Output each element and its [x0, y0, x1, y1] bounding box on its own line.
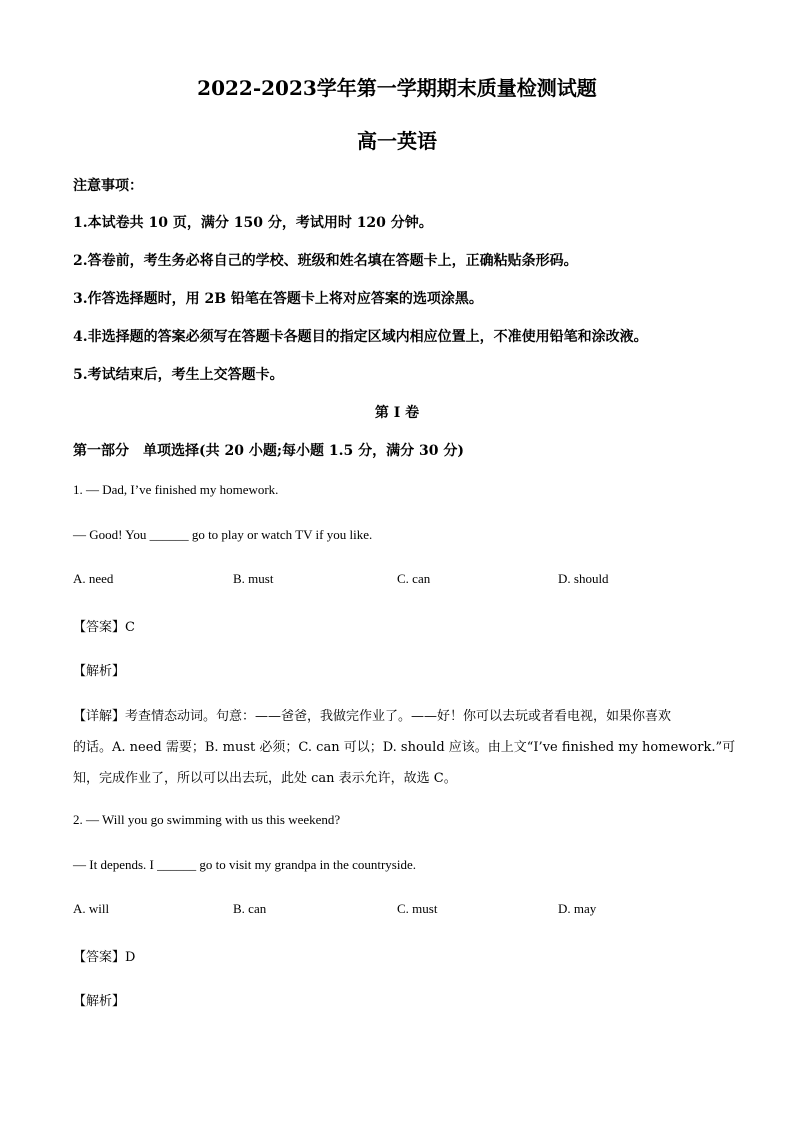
question-1-answer — [73, 616, 135, 635]
question-1-detail-line: 知，完成作业了，所以可以出去玩，此处 can 表示允许，故选 C。 — [73, 771, 457, 786]
answer-label: 【答案】 — [73, 620, 126, 635]
question-2-option-a: A. will — [73, 901, 110, 916]
answer-value: C — [125, 620, 135, 635]
question-1-detail-line: 的话。A. need 需要；B. must 必须；C. can 可以；D. should 应该。由上文“I’ve finished my homework.”可 — [73, 740, 736, 755]
question-1-option-b: B. must — [233, 571, 274, 586]
question-2-analysis-label: 【解析】 — [73, 994, 126, 1009]
notice-item: 1.本试卷共 10 页，满分 150 分，考试用时 120 分钟。 — [73, 215, 433, 231]
question-1-detail-line: 【详解】考查情态动词。句意：——爸爸，我做完作业了。——好！你可以去玩或者看电视，如果你喜欢 — [73, 709, 672, 724]
notice-item: 3.作答选择题时，用 2B 铅笔在答题卡上将对应答案的选项涂黑。 — [73, 291, 483, 307]
question-1-line-1: 1. — Dad, I’ve finished my homework. — [73, 482, 279, 497]
question-1-option-c: C. can — [397, 571, 431, 586]
question-2-line-2: — It depends. I ______ go to visit my grandpa in the countryside. — [73, 857, 417, 872]
question-1-option-d: D. should — [558, 571, 609, 586]
notice-heading: 注意事项： — [73, 178, 143, 194]
question-1-analysis-label: 【解析】 — [73, 664, 126, 679]
question-1-line-2: — Good! You ______ go to play or watch TV if you like. — [73, 527, 373, 542]
notice-item: 2.答卷前，考生务必将自己的学校、班级和姓名填在答题卡上，正确粘贴条形码。 — [73, 253, 578, 269]
question-2-option-d: D. may — [558, 901, 597, 916]
question-2-option-c: C. must — [397, 901, 438, 916]
exam-title: 2022-2023学年第一学期期末质量检测试题 — [197, 76, 597, 100]
question-2-line-1: 2. — Will you go swimming with us this weekend? — [73, 812, 341, 827]
part-heading: 第一部分 单项选择(共 20 小题;每小题 1.5 分，满分 30 分) — [73, 443, 464, 459]
exam-subject: 高一英语 — [357, 129, 437, 153]
volume-heading: 第 I 卷 — [374, 405, 420, 421]
question-2-option-b: B. can — [233, 901, 267, 916]
answer-label: 【答案】 — [73, 950, 126, 965]
question-2-answer — [73, 946, 135, 965]
notice-item: 5.考试结束后，考生上交答题卡。 — [73, 367, 284, 383]
answer-value: D — [125, 950, 136, 965]
notice-item: 4.非选择题的答案必须写在答题卡各题目的指定区域内相应位置上，不准使用铅笔和涂改液。 — [73, 329, 648, 345]
question-1-option-a: A. need — [73, 571, 114, 586]
